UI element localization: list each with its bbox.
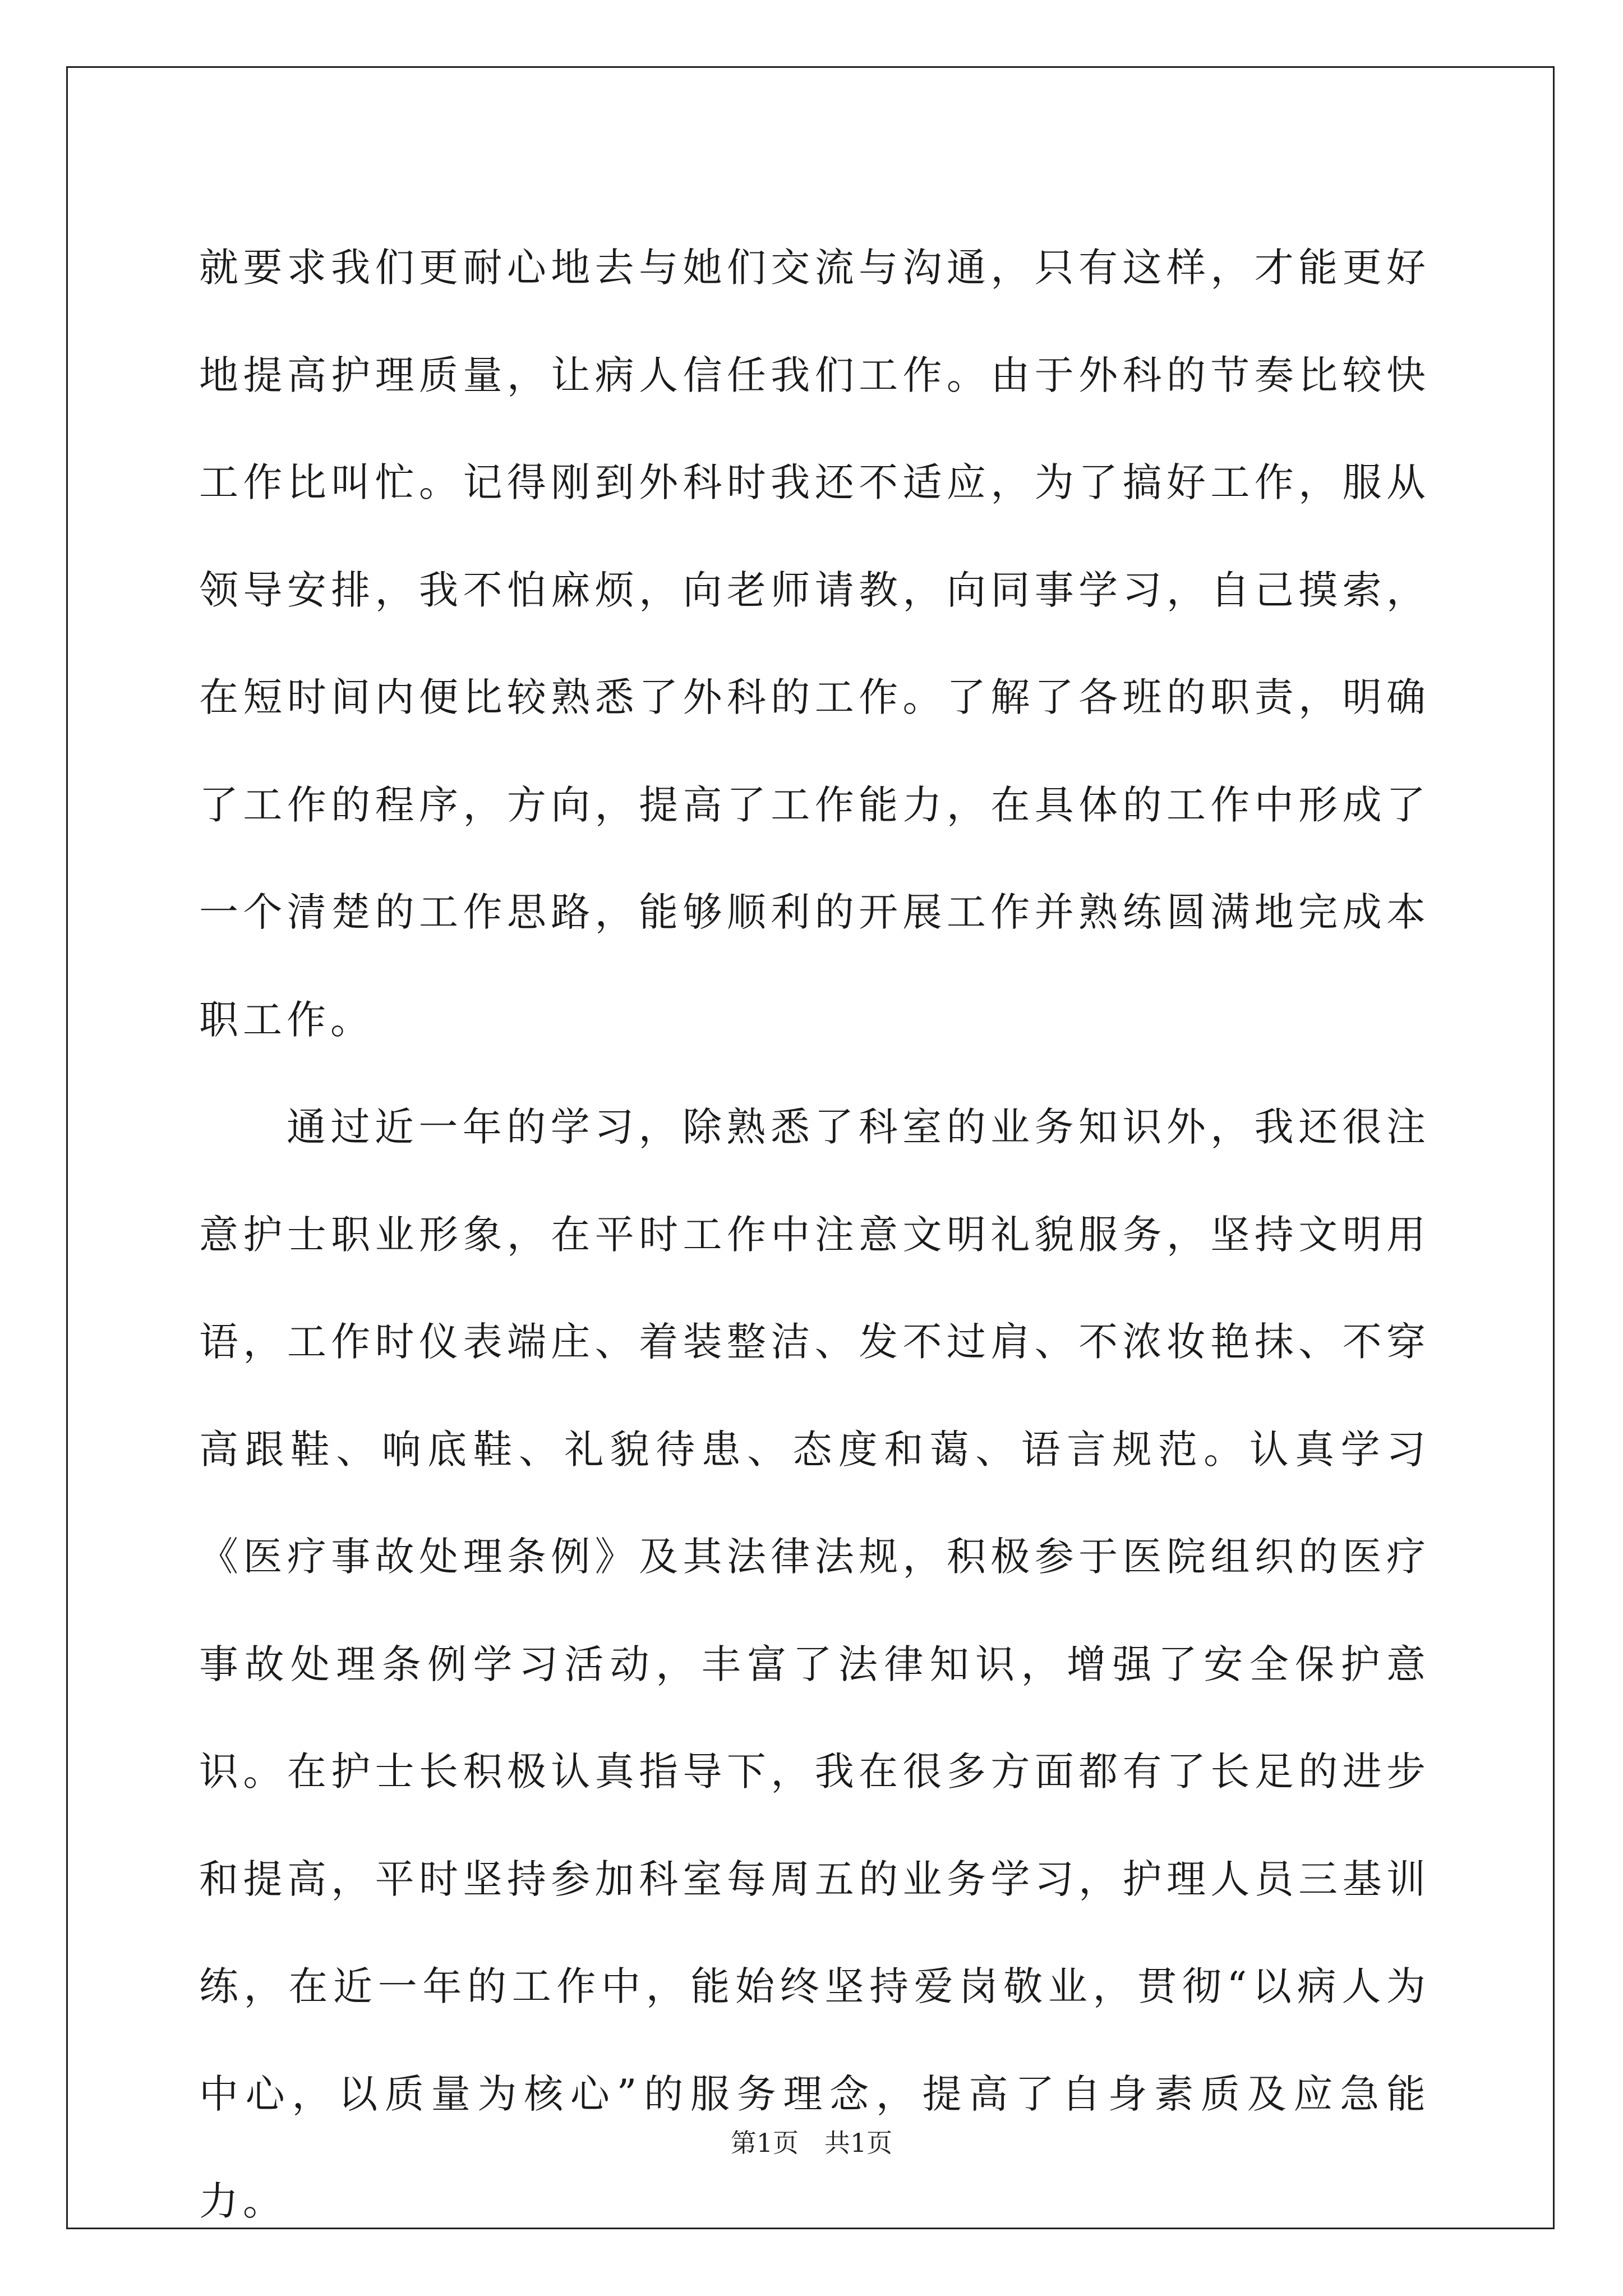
document-body (199, 214, 1430, 2256)
page-number: 第1页 (730, 2128, 799, 2158)
paragraph-1: 就要求我们更耐心地去与她们交流与沟通，只有这样，才能更好地提高护理质量，让病人信任我们工作。由于外科的节奏比较快工作比叫忙。记得刚到外科时我还不适应，为了搞好工作，服从领导安排，我不怕麻烦，向老师请教，向同事学习，自己摸索，在短时间内便比较熟悉了外科的工作。了解了各班的职责，明确了工作的程序，方向，提高了工作能力，在具体的工作中形成了一个清楚的工作思路，能够顺利的开展工作并熟练圆满地完成本职工作。 (199, 245, 1430, 1043)
page-footer (0, 2126, 1623, 2160)
page-total: 共1页 (824, 2128, 893, 2158)
paragraph-2: 通过近一年的学习，除熟悉了科室的业务知识外，我还很注意护士职业形象，在平时工作中注意文明礼貌服务，坚持文明用语，工作时仪表端庄、着装整洁、发不过肩、不浓妆艳抹、不穿高跟鞋、响底鞋、礼貌待患、态度和蔼、语言规范。认真学习《医疗事故处理条例》及其法律法规，积极参于医院组织的医疗事故处理条例学习活动，丰富了法律知识，增强了安全保护意识。在护士长积极认真指导下，我在很多方面都有了长足的进步和提高，平时坚持参加科室每周五的业务学习，护理人员三基训练，在近一年的工作中，能始终坚持爱岗敬业，贯彻“以病人为中心，以质量为核心”的服务理念，提高了自身素质及应急能力。 (199, 1104, 1430, 2224)
